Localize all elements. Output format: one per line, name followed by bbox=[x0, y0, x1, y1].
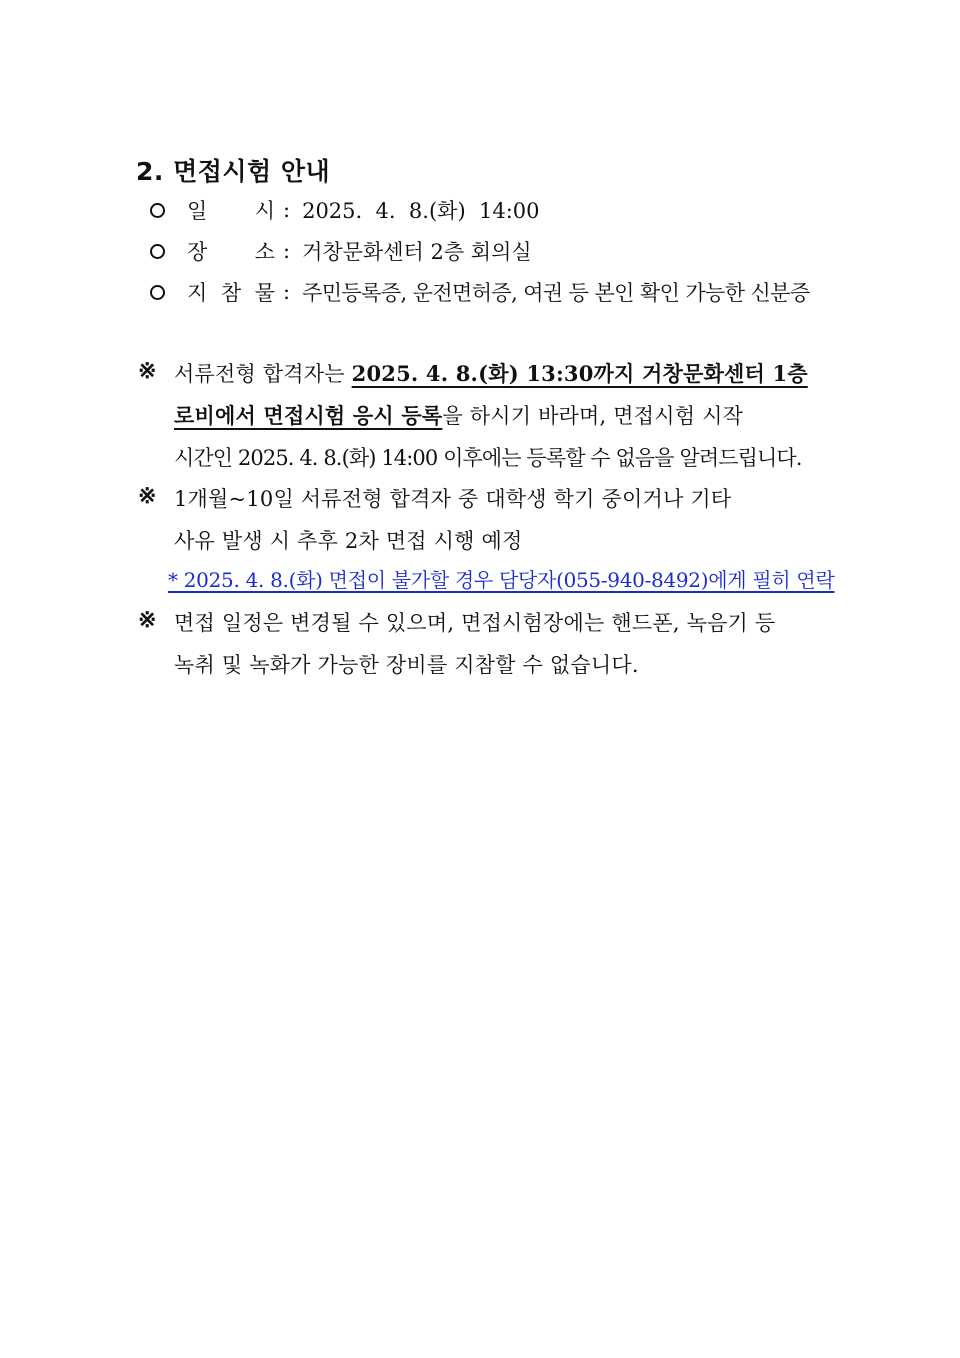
note3-line1: 면접 일정은 변경될 수 있으며, 면접시험장에는 핸드폰, 녹음기 등 bbox=[174, 611, 776, 635]
note3-line2: 녹취 및 녹화가 가능한 장비를 지참할 수 없습니다. bbox=[174, 653, 639, 677]
section-heading: 2. 면접시험 안내 bbox=[136, 157, 331, 186]
colon: : bbox=[283, 198, 291, 222]
place-value: 거창문화센터 2층 회의실 bbox=[302, 240, 532, 264]
circle-bullet-icon bbox=[150, 203, 165, 218]
circle-bullet-icon bbox=[150, 244, 165, 259]
note-equipment bbox=[138, 607, 828, 687]
items-label: 지 참 물 bbox=[187, 281, 275, 305]
colon: : bbox=[283, 280, 291, 304]
date-label: 일 시 bbox=[187, 199, 275, 223]
note2-line2: 사유 발생 시 추후 2차 면접 시행 예정 bbox=[174, 529, 523, 553]
info-row-items bbox=[150, 275, 810, 309]
note1-line2: 로비에서 면접시험 응시 등록을 하시기 바라며, 면접시험 시작 bbox=[174, 403, 744, 428]
circle-bullet-icon bbox=[150, 285, 165, 300]
colon: : bbox=[283, 239, 291, 263]
note1-line3: 시간인 2025. 4. 8.(화) 14:00 이후에는 등록할 수 없음을 알려드립니다. bbox=[174, 446, 802, 470]
info-row-date bbox=[150, 193, 540, 227]
reference-mark-icon: ※ bbox=[138, 607, 157, 633]
note1-line1: 서류전형 합격자는 2025. 4. 8.(화) 13:30까지 거창문화센터 1층 bbox=[174, 361, 808, 386]
reference-mark-icon: ※ bbox=[138, 358, 157, 384]
reference-mark-icon: ※ bbox=[138, 483, 157, 509]
place-label: 장 소 bbox=[187, 240, 275, 264]
items-value: 주민등록증, 운전면허증, 여권 등 본인 확인 가능한 신분증 bbox=[302, 281, 810, 305]
date-value: 2025. 4. 8.(화) 14:00 bbox=[302, 199, 540, 223]
info-row-place bbox=[150, 234, 532, 268]
note-registration bbox=[138, 358, 828, 478]
contact-notice: * 2025. 4. 8.(화) 면접이 불가할 경우 담당자(055-940-8492)에게 필히 연락 bbox=[168, 568, 835, 592]
note-second-interview bbox=[138, 483, 828, 563]
note2-line1: 1개월~10일 서류전형 합격자 중 대학생 학기 중이거나 기타 bbox=[174, 487, 732, 511]
